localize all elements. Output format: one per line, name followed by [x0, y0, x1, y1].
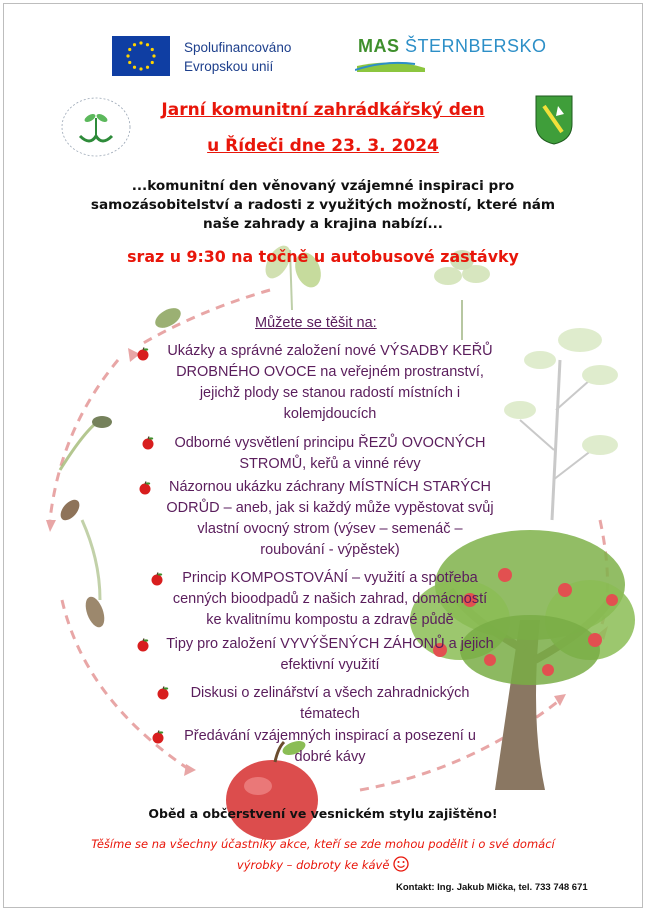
apple-bullet-icon: [136, 347, 150, 361]
program-item-line: Tipy pro založení VYVÝŠENÝCH ZÁHONŮ a jejich: [166, 636, 494, 652]
eu-star-icon: [128, 48, 131, 51]
eu-star-icon: [139, 67, 142, 70]
program-item-line: vlastní ovocný strom (výsev – semenáč –: [197, 521, 463, 537]
program-item-line: Názornou ukázku záchrany MÍSTNÍCH STARÝCH: [168, 479, 492, 495]
program-item-line: cenných bioodpadů z našich zahrad, domácností: [172, 591, 488, 607]
program-item-line: tématech: [300, 706, 360, 722]
program-item-line: ke kvalitnímu kompostu a zdravé půdě: [206, 612, 454, 628]
program-item: [130, 683, 530, 725]
eu-star-icon: [133, 66, 136, 69]
footer-line2: výrobky – dobroty ke kávě: [236, 858, 390, 872]
program-item-line: Předávání vzájemných inspirací a posezení u: [184, 728, 476, 744]
program-item: [130, 477, 530, 561]
eu-star-icon: [152, 54, 155, 57]
apple-bullet-icon: [156, 686, 170, 700]
eu-star-icon: [146, 43, 149, 46]
mas-logo-part1: MAS: [358, 36, 400, 56]
page-title-line2: u Řídeči dne 23. 3. 2024: [207, 136, 439, 156]
footer-invitation: [70, 834, 576, 876]
eu-text-line1: Spolufinancováno: [184, 40, 292, 55]
eu-text-line2: Evropskou unií: [184, 59, 274, 74]
program-item-line: DROBNÉHO OVOCE na veřejném prostranství,: [176, 364, 484, 380]
subtitle-line3: naše zahrady a krajina nabízí...: [203, 216, 443, 232]
program-item-line: roubování - výpěstek): [260, 542, 400, 558]
eu-cofinanced-text: [184, 38, 291, 76]
apple-bullet-icon: [151, 730, 165, 744]
program-item: [130, 726, 530, 768]
program-item: [130, 341, 530, 425]
section-heading: Můžete se těšit na:: [255, 315, 377, 331]
eu-flag-icon: [112, 36, 170, 76]
meeting-point: sraz u 9:30 na točně u autobusové zastávky: [127, 247, 519, 266]
mas-logo-part2: ŠTERNBERSKO: [405, 36, 547, 56]
program-item-line: STROMŮ, keřů a vinné révy: [239, 456, 421, 472]
program-item-line: ODRŮD – aneb, jak si každý může vypěstovat svůj: [166, 500, 494, 516]
apple-bullet-icon: [136, 638, 150, 652]
apple-bullet-icon: [138, 481, 152, 495]
program-item: [130, 634, 530, 676]
lunch-note: Oběd a občerstvení ve vesnickém stylu zajištěno!: [148, 806, 498, 821]
subtitle-line2: samozásobitelství a radosti z využitých možností, které nám: [90, 197, 556, 213]
program-item: [130, 568, 530, 631]
program-item-line: kolemjdoucích: [283, 406, 377, 422]
apple-bullet-icon: [150, 572, 164, 586]
smiley-icon: [393, 856, 409, 872]
program-item: [130, 433, 530, 475]
eu-star-icon: [146, 66, 149, 69]
subtitle-line1: ...komunitní den věnovaný vzájemné inspiraci pro: [131, 178, 515, 194]
subtitle: [70, 177, 576, 234]
eu-star-icon: [139, 41, 142, 44]
program-item-line: Diskusi o zelinářství a všech zahradnických: [190, 685, 470, 701]
program-item-line: efektivní využití: [280, 657, 380, 673]
eu-star-icon: [133, 43, 136, 46]
footer-line2-wrap: [70, 855, 576, 876]
page-title-line1: Jarní komunitní zahrádkářský den: [161, 100, 485, 120]
program-item-line: Odborné vysvětlení principu ŘEZŮ OVOCNÝCH: [174, 435, 486, 451]
eu-star-icon: [151, 61, 154, 64]
program-item-line: dobré kávy: [294, 749, 366, 765]
program-item-line: jejichž plody se stanou radostí místních i: [199, 385, 461, 401]
footer-line1: Těšíme se na všechny účastníky akce, kteří se zde mohou podělit i o své domácí: [91, 837, 555, 851]
eu-star-icon: [126, 54, 129, 57]
program-item-line: Princip KOMPOSTOVÁNÍ – využití a spotřeba: [182, 570, 478, 586]
contact-info: Kontakt: Ing. Jakub Mička, tel. 733 748 671: [396, 882, 588, 893]
apple-bullet-icon: [141, 436, 155, 450]
cycle-arrow-left: [50, 360, 118, 520]
program-item-line: Ukázky a správné založení nové VÝSADBY KEŘŮ: [167, 343, 493, 359]
eu-star-icon: [151, 48, 154, 51]
eu-star-icon: [128, 61, 131, 64]
mas-logo-text: [358, 36, 547, 57]
